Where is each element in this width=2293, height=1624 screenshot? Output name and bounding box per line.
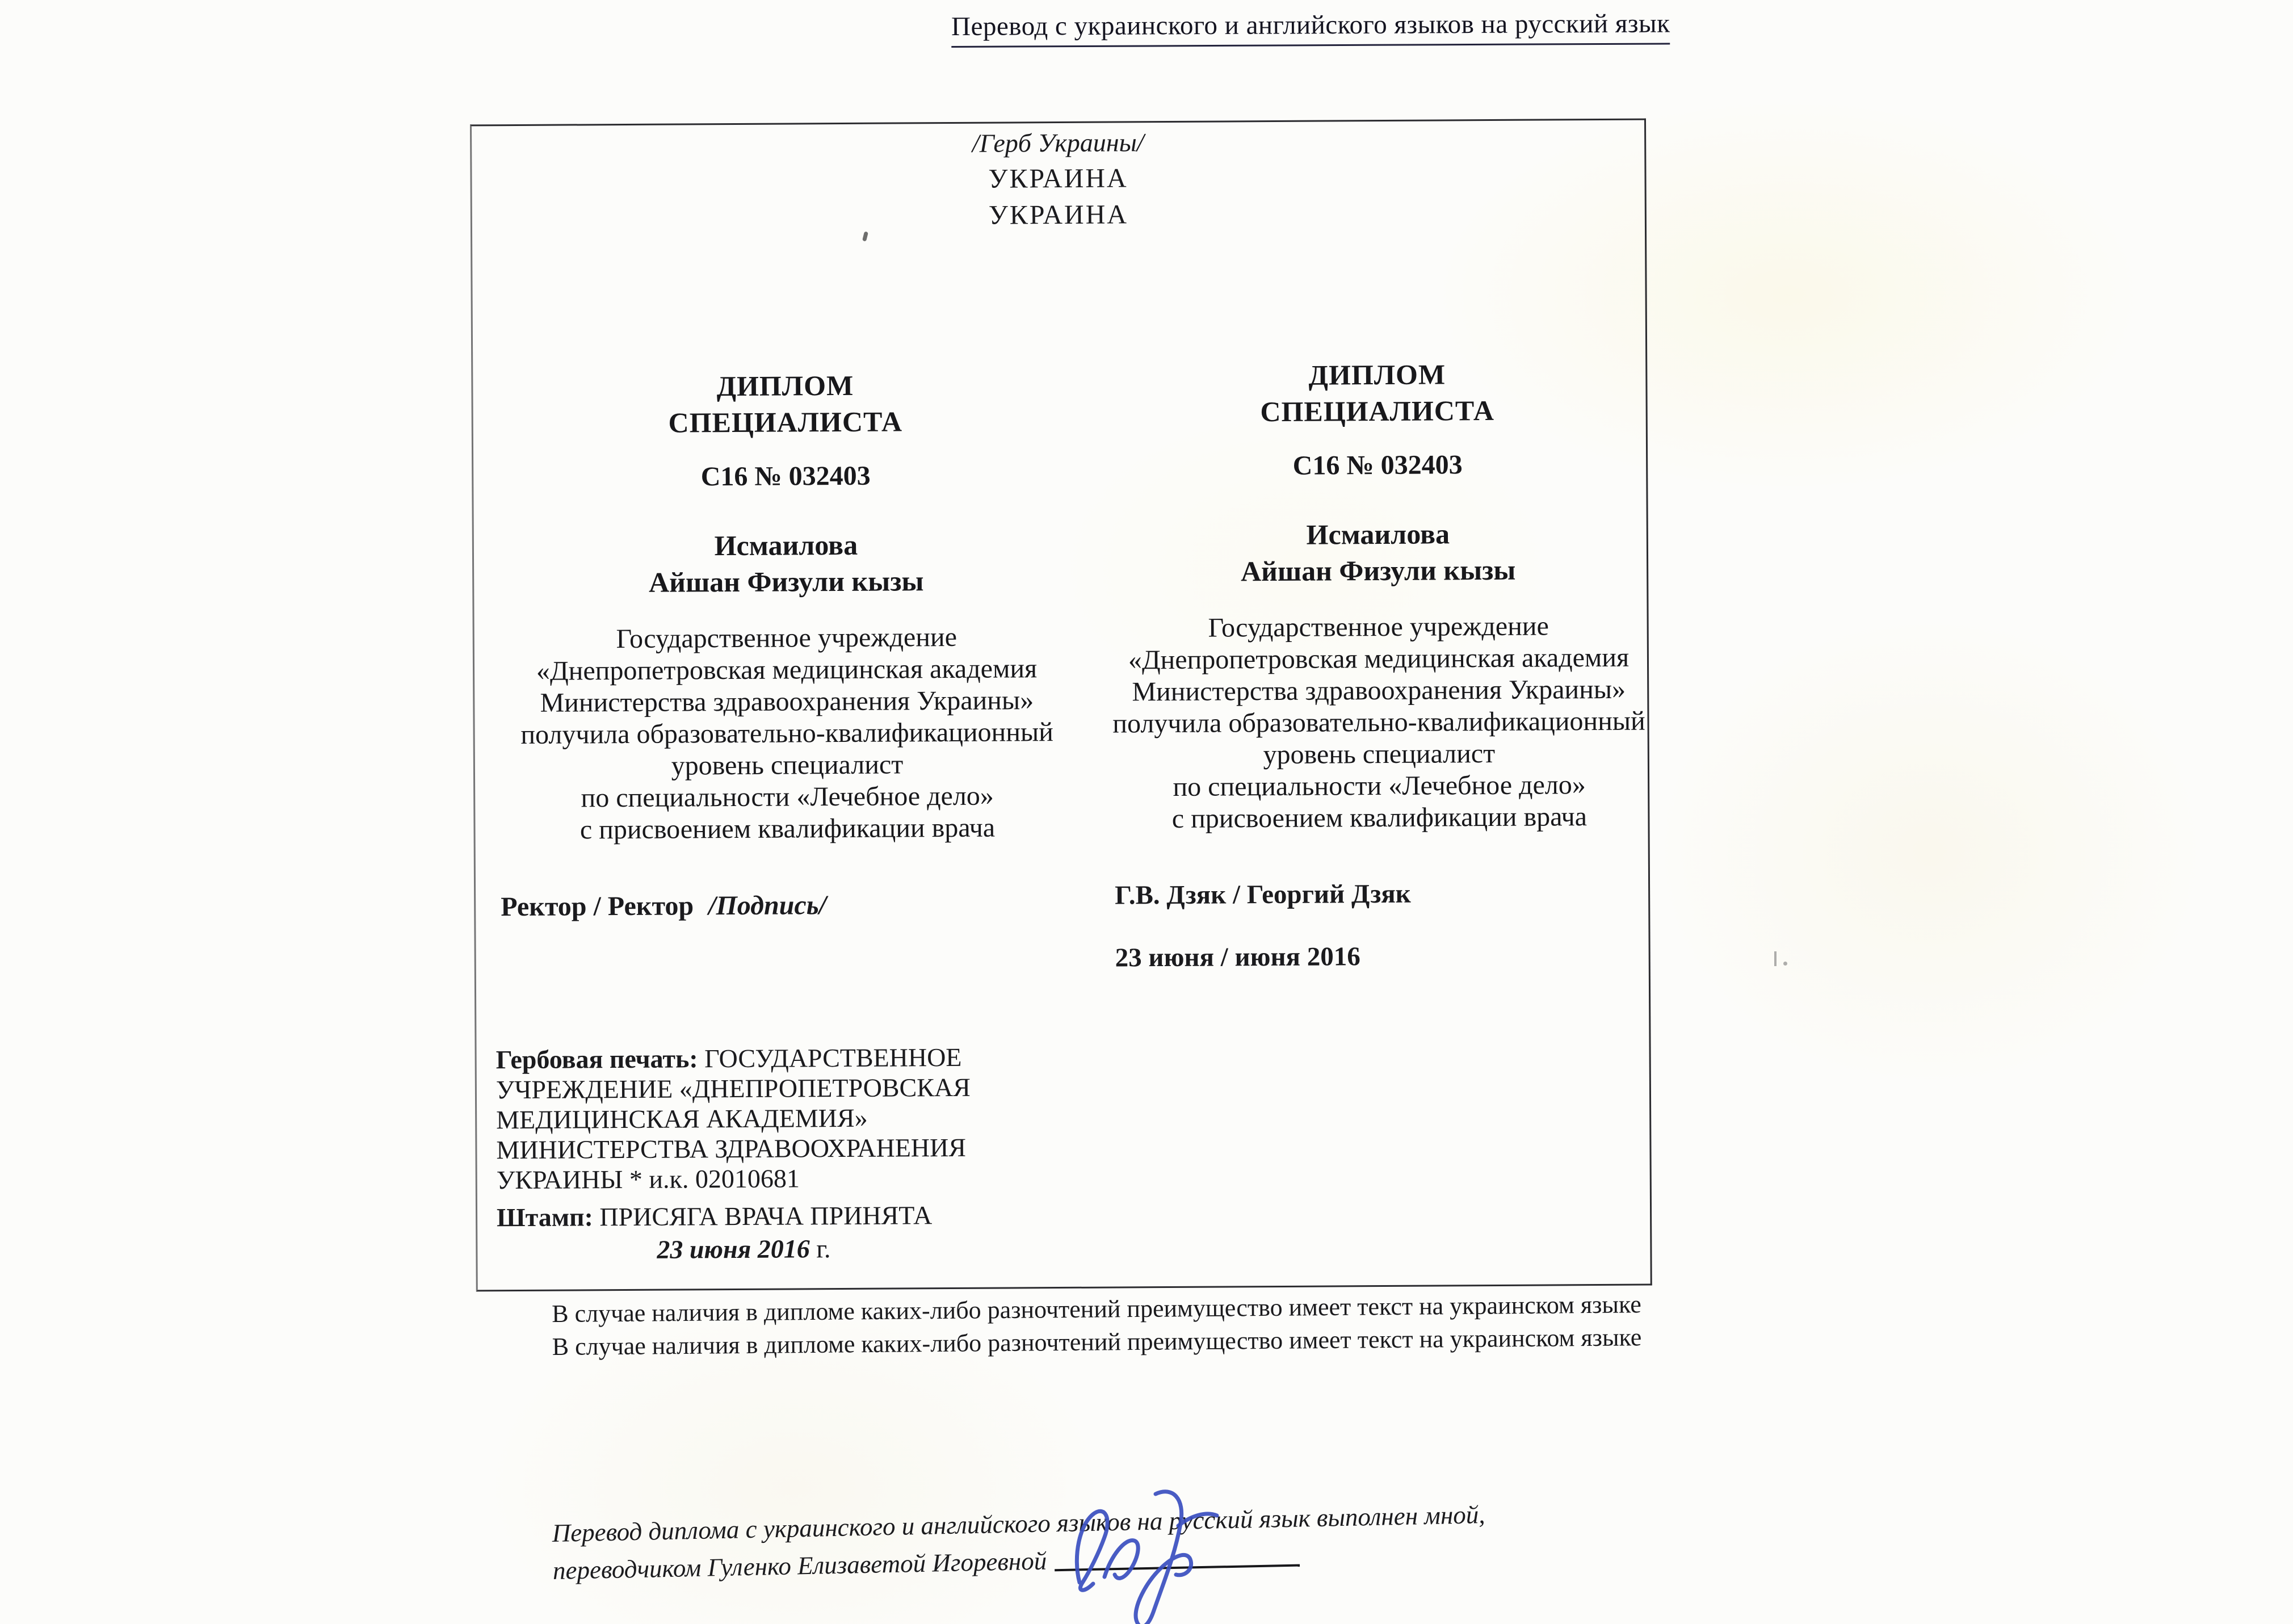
body-line: «Днепропетровская медицинская академия <box>1128 642 1630 675</box>
body-line: по специальности «Лечебное дело» <box>581 780 994 813</box>
rector-label: Ректор / Ректор <box>501 891 694 922</box>
translator-name: переводчиком Гуленко Елизаветой Игоревной <box>552 1546 1047 1585</box>
holder-surname: Исмаилова <box>1306 518 1450 551</box>
diploma-title-line: ДИПЛОМ <box>1308 358 1446 391</box>
seal-line: МЕДИЦИНСКАЯ АКАДЕМИЯ» <box>496 1103 868 1135</box>
translator-statement: Перевод диплома с украинского и английского языков на русский язык выполнен мной, <box>552 1500 1485 1547</box>
holder-name <box>501 526 1072 601</box>
holder-given-names: Айшан Физули кызы <box>648 565 924 598</box>
seal-line <box>496 1042 1109 1075</box>
stamp-date-line <box>657 1232 933 1266</box>
diploma-title <box>1102 355 1653 431</box>
language-precedence-disclaimer <box>552 1288 1642 1363</box>
rector-signature-line <box>501 889 826 922</box>
body-line: по специальности «Лечебное дело» <box>1173 770 1586 802</box>
country-name: УКРАИНА <box>988 199 1129 230</box>
scan-speck <box>1774 951 1777 966</box>
diploma-column-right <box>1102 355 1654 836</box>
stamp-label: Штамп: <box>496 1202 594 1232</box>
body-line: Государственное учреждение <box>1208 611 1549 643</box>
body-line: Министерства здравоохранения Украины» <box>540 685 1034 718</box>
stamp-date-suffix: г. <box>816 1234 831 1264</box>
body-line: получила образовательно-квалификационный <box>1112 706 1645 739</box>
seal-label: Гербовая печать: <box>495 1044 698 1075</box>
seal-description <box>496 1042 1110 1195</box>
stamp-description <box>497 1199 933 1267</box>
official-name: Г.В. Дзяк / Георгий Дзяк <box>1115 879 1411 910</box>
body-line: уровень специалист <box>1263 738 1496 770</box>
issue-date: 23 июня / июня 2016 <box>1115 942 1360 973</box>
diploma-title-line: СПЕЦИАЛИСТА <box>1260 394 1495 428</box>
signature-placeholder-note: /Подпись/ <box>708 890 827 921</box>
coat-of-arms-note: /Герб Украины/ <box>972 128 1144 158</box>
serial-number: С16 № 032403 <box>700 460 871 492</box>
diploma-column-left <box>500 366 1072 846</box>
diploma-body-text <box>502 621 1073 846</box>
body-line: с присвоением квалификации врача <box>579 812 996 845</box>
seal-line: УКРАИНЫ * и.к. 02010681 <box>496 1164 800 1195</box>
diploma-title-line: СПЕЦИАЛИСТА <box>668 405 903 439</box>
body-line: получила образовательно-квалификационный <box>520 717 1054 750</box>
body-line: с присвоением квалификации врача <box>1171 801 1588 834</box>
diploma-body-text <box>1103 610 1655 836</box>
holder-name <box>1103 515 1654 590</box>
stamp-date: 23 июня 2016 <box>657 1234 810 1264</box>
disclaimer-line: В случае наличия в дипломе каких-либо разночтений преимущество имеет текст на украинском языке <box>552 1290 1642 1328</box>
coat-of-arms-block <box>472 125 1645 234</box>
seal-line: МИНИСТЕРСТВА ЗДРАВООХРАНЕНИЯ <box>496 1132 967 1165</box>
translator-certification <box>552 1496 1486 1589</box>
seal-text: ГОСУДАРСТВЕННОЕ <box>704 1042 962 1073</box>
stamp-line <box>497 1199 932 1234</box>
diploma-title <box>500 366 1070 442</box>
body-line: Министерства здравоохранения Украины» <box>1132 674 1626 707</box>
scan-speck <box>1783 962 1787 966</box>
seal-line: УЧРЕЖДЕНИЕ «ДНЕПРОПЕТРОВСКАЯ <box>495 1072 971 1105</box>
body-line: Государственное учреждение <box>616 622 957 654</box>
diploma-frame <box>470 119 1652 1292</box>
country-name: УКРАИНА <box>988 163 1128 194</box>
diploma-title-line: ДИПЛОМ <box>716 369 854 402</box>
holder-given-names: Айшан Физули кызы <box>1240 553 1516 588</box>
disclaimer-line: В случае наличия в дипломе каких-либо разночтений преимущество имеет текст на украинском языке <box>552 1323 1642 1361</box>
holder-surname: Исмаилова <box>714 528 858 562</box>
translation-header: Перевод с украинского и английского языков на русский язык <box>951 8 1670 48</box>
body-line: уровень специалист <box>671 749 904 781</box>
handwritten-signature-icon <box>1044 1471 1249 1624</box>
body-line: «Днепропетровская медицинская академия <box>536 653 1038 686</box>
serial-number: С16 № 032403 <box>1292 450 1463 481</box>
stamp-text: ПРИСЯГА ВРАЧА ПРИНЯТА <box>599 1201 933 1232</box>
